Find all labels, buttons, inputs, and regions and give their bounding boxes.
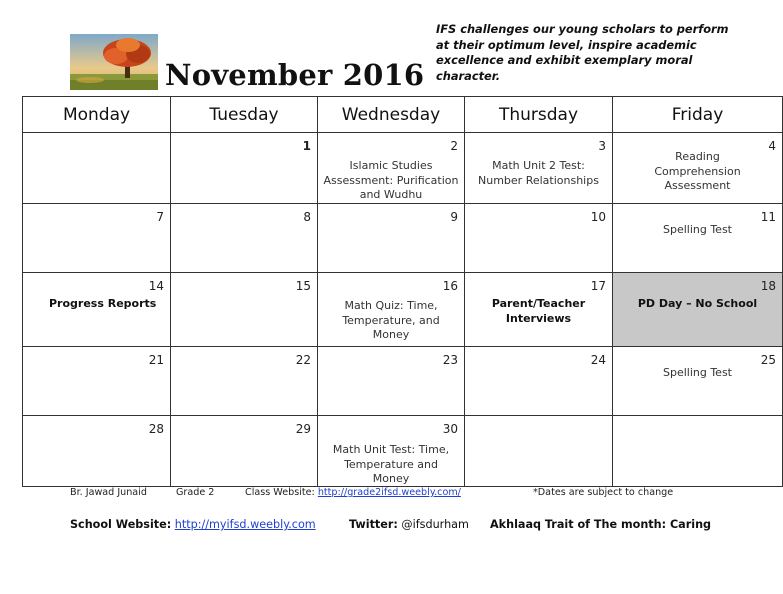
event-text — [467, 297, 610, 326]
school-website-label: School Website: — [70, 518, 172, 531]
day-number: 7 — [156, 210, 164, 224]
day-cell-wednesday — [318, 347, 465, 416]
day-cell-tuesday — [171, 204, 318, 273]
day-number: 3 — [598, 139, 606, 153]
header-friday: Friday — [613, 97, 783, 133]
grade-label: Grade 2 — [176, 487, 215, 498]
event-line: Money — [372, 472, 410, 485]
day-number: 25 — [760, 353, 776, 367]
day-number: 22 — [295, 353, 311, 367]
day-cell-tuesday — [171, 416, 318, 487]
header-monday: Monday — [23, 97, 171, 133]
class-website-label: Class Website: — [245, 487, 315, 498]
event-line: PD Day – No School — [637, 297, 758, 310]
day-cell-thursday — [465, 347, 613, 416]
event-line: Parent/Teacher — [491, 297, 586, 310]
day-number: 21 — [148, 353, 164, 367]
teacher-name: Br. Jawad Junaid — [70, 487, 147, 498]
day-number: 8 — [303, 210, 311, 224]
day-cell-monday — [23, 347, 171, 416]
day-cell-tuesday — [171, 133, 318, 204]
header-wednesday: Wednesday — [318, 97, 465, 133]
event-text — [320, 299, 462, 343]
event-line: Temperature and — [344, 457, 438, 471]
day-cell-friday — [613, 204, 783, 273]
event-line: Temperature, and — [342, 313, 440, 327]
week-row — [23, 133, 783, 204]
day-cell-wednesday — [318, 204, 465, 273]
event-line: and Wudhu — [359, 188, 423, 201]
day-cell-thursday — [465, 204, 613, 273]
event-text — [49, 297, 168, 312]
twitter-info — [349, 518, 469, 531]
day-number: 16 — [442, 279, 458, 293]
school-website-link[interactable]: http://myifsd.weebly.com — [174, 518, 316, 531]
day-number: 14 — [148, 279, 164, 293]
event-line: Math Quiz: Time, — [344, 299, 438, 312]
event-text — [320, 443, 462, 487]
day-number: 9 — [450, 210, 458, 224]
event-line: Spelling Test — [662, 366, 732, 379]
event-text — [320, 159, 462, 203]
event-line: Spelling Test — [662, 223, 732, 236]
day-cell-friday — [613, 273, 783, 347]
day-cell-friday — [613, 416, 783, 487]
class-website-link[interactable]: http://grade2ifsd.weebly.com/ — [317, 487, 461, 498]
day-number: 24 — [590, 353, 606, 367]
event-line: Assessment: Purification — [323, 173, 459, 187]
event-line: Assessment — [664, 179, 731, 192]
day-cell-friday — [613, 133, 783, 204]
day-number: 23 — [442, 353, 458, 367]
trait-of-month: Akhlaaq Trait of The month: Caring — [490, 518, 712, 531]
day-cell-thursday — [465, 273, 613, 347]
event-line: Number Relationships — [478, 173, 599, 187]
event-line: Islamic Studies — [349, 159, 433, 172]
week-row — [23, 273, 783, 347]
school-website — [70, 518, 316, 531]
event-text — [615, 366, 780, 381]
event-line: Math Unit 2 Test: — [492, 159, 585, 172]
event-line: Reading — [675, 150, 720, 163]
day-cell-tuesday — [171, 347, 318, 416]
class-website — [245, 487, 461, 498]
day-cell-thursday — [465, 416, 613, 487]
day-number: 1 — [302, 139, 311, 153]
twitter-handle: @ifsdurham — [401, 518, 469, 531]
twitter-label: Twitter: — [349, 518, 398, 531]
autumn-tree-image — [70, 34, 158, 90]
day-cell-wednesday — [318, 133, 465, 204]
event-line: Progress Reports — [49, 297, 157, 310]
event-text — [615, 150, 780, 194]
day-number: 15 — [295, 279, 311, 293]
day-number: 10 — [590, 210, 606, 224]
day-cell-monday — [23, 133, 171, 204]
day-cell-tuesday — [171, 273, 318, 347]
day-number: 18 — [760, 279, 776, 293]
day-cell-wednesday — [318, 273, 465, 347]
event-line: Math Unit Test: Time, — [332, 443, 450, 456]
calendar-table — [22, 96, 783, 487]
day-number: 17 — [590, 279, 606, 293]
mission-statement: IFS challenges our young scholars to perform at their optimum level, inspire academic excellence and exhibit exemplary moral character. — [436, 22, 729, 83]
day-number: 28 — [148, 422, 164, 436]
day-cell-monday — [23, 416, 171, 487]
event-text — [615, 297, 780, 312]
week-row — [23, 347, 783, 416]
event-text — [615, 223, 780, 238]
day-number: 2 — [450, 139, 458, 153]
event-text — [467, 159, 610, 188]
header-thursday: Thursday — [465, 97, 613, 133]
header-tuesday: Tuesday — [171, 97, 318, 133]
day-cell-monday — [23, 204, 171, 273]
week-row — [23, 204, 783, 273]
day-number: 4 — [768, 139, 776, 153]
dates-disclaimer: *Dates are subject to change — [533, 487, 674, 498]
calendar-body — [23, 133, 783, 487]
day-number: 29 — [295, 422, 311, 436]
week-row — [23, 416, 783, 487]
day-cell-wednesday — [318, 416, 465, 487]
day-cell-friday — [613, 347, 783, 416]
page-title: November 2016 — [165, 58, 425, 92]
event-line: Interviews — [505, 311, 572, 325]
day-number: 30 — [442, 422, 458, 436]
day-cell-monday — [23, 273, 171, 347]
event-line: Comprehension — [654, 164, 741, 178]
day-number: 11 — [760, 210, 776, 224]
weekday-header-row — [23, 97, 783, 133]
event-line: Money — [372, 328, 410, 341]
day-cell-thursday — [465, 133, 613, 204]
